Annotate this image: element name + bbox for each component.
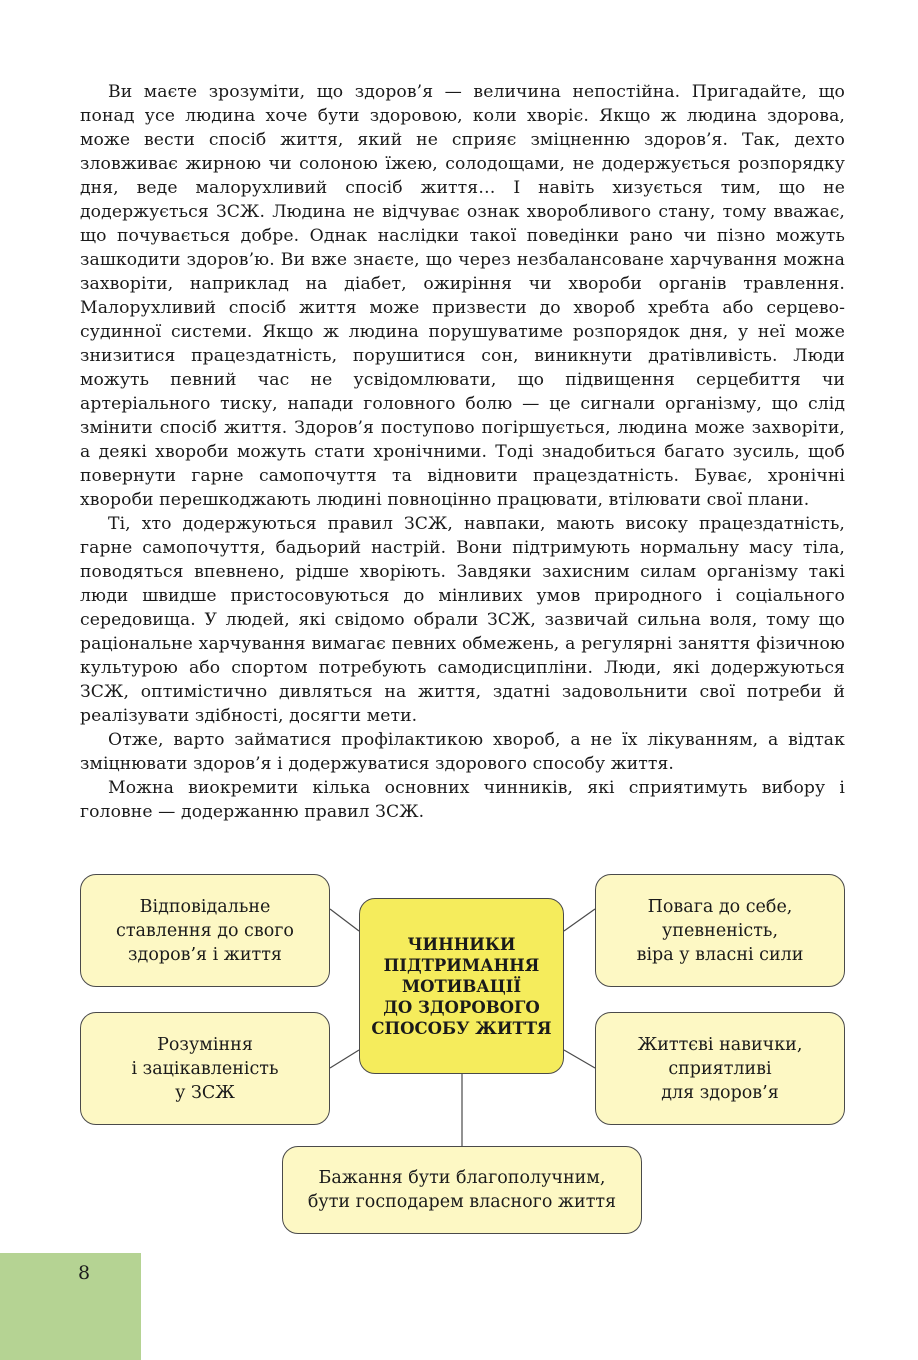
factor-label: Розуміння і зацікавленість у ЗСЖ (131, 1034, 279, 1103)
factor-label: Життєві навички, сприятливі для здоров’я (637, 1034, 803, 1103)
factor-box-life-skills (595, 1012, 845, 1125)
connector-top-left (330, 909, 359, 931)
paragraph: Можна виокремити кілька основних чинників, які сприятимуть вибору і головне — додержанню правил ЗСЖ. (80, 778, 845, 822)
factor-box-responsibility (80, 874, 330, 987)
factor-label: Відповідальне ставлення до свого здоров’я і життя (116, 896, 294, 965)
paragraph: Отже, варто займатися профілактикою хвороб, а не їх лікуванням, а відтак зміцнювати здоров’я і додержуватися здорового способу життя. (80, 730, 845, 774)
factor-box-understanding (80, 1012, 330, 1125)
page-number: 8 (78, 1262, 91, 1284)
factor-box-wellbeing (282, 1146, 642, 1234)
center-label: ЧИННИКИ ПІДТРИМАННЯ МОТИВАЦІЇ ДО ЗДОРОВОГО СПОСОБУ ЖИТТЯ (371, 934, 552, 1038)
connector-mid-right (564, 1050, 595, 1068)
body-text (80, 80, 845, 824)
factor-label: Повага до себе, упевненість, віра у власні сили (636, 896, 804, 965)
paragraph: Ті, хто додержуються правил ЗСЖ, навпаки, мають високу працездатність, гарне самопочуття, бадьорий настрій. Вони підтримують нормальну масу тіла, поводяться впевнено, рідше хворіють. Завдяки захисним силам організму такі люди швидше пристосовуються до мінливих умов природного і соціального середовища. У людей, які свідомо обрали ЗСЖ, зазвичай сильна воля, тому що раціональне харчування вимагає певних обмежень, а регулярні заняття фізичною культурою або спортом потребують самодисципліни. Люди, які додержуються ЗСЖ, оптимістично дивляться на життя, здатні задовольнити свої потреби й реалізувати здібності, досягти мети. (80, 514, 845, 726)
paragraph: Ви маєте зрозуміти, що здоров’я — величина непостійна. Пригадайте, що понад усе людина хоче бути здоровою, коли хворіє. Якщо ж людина здорова, може вести спосіб життя, який не сприяє зміцненню здоров’я. Так, дехто зловживає жирною чи солоною їжею, солодощами, не додержується розпорядку дня, веде малорухливий спосіб життя… І навіть хизується тим, що не додержується ЗСЖ. Людина не відчуває ознак хворобливого стану, тому вважає, що почувається добре. Однак наслідки такої поведінки рано чи пізно можуть зашкодити здоров’ю. Ви вже знаєте, що через незбалансоване харчування можна захворіти, наприклад на діабет, ожиріння чи хвороби органів травлення. Малорухливий спосіб життя може призвести до хвороб хребта або серцево-судинної системи. Якщо ж людина порушуватиме розпорядок дня, у неї може знизитися працездатність, порушитися сон, виникнути дратівливість. Люди можуть певний час не усвідомлювати, що підвищення серцебиття чи артеріального тиску, напади головного болю — це сигнали організму, що слід змінити спосіб життя. Здоров’я поступово погіршується, людина може захворіти, а деякі хвороби можуть стати хронічними. Тоді знадобиться багато зусиль, щоб повернути гарне самопочуття та відновити працездатність. Буває, хронічні хвороби перешкоджають людині повноцінно працювати, втілювати свої плани. (80, 82, 845, 510)
factor-box-self-respect (595, 874, 845, 987)
factor-label: Бажання бути благополучним, бути господарем власного життя (307, 1168, 617, 1212)
connector-mid-left (330, 1050, 359, 1068)
diagram-center-title (359, 898, 564, 1074)
page-number-tab (0, 1253, 141, 1360)
connector-top-right (564, 909, 595, 931)
